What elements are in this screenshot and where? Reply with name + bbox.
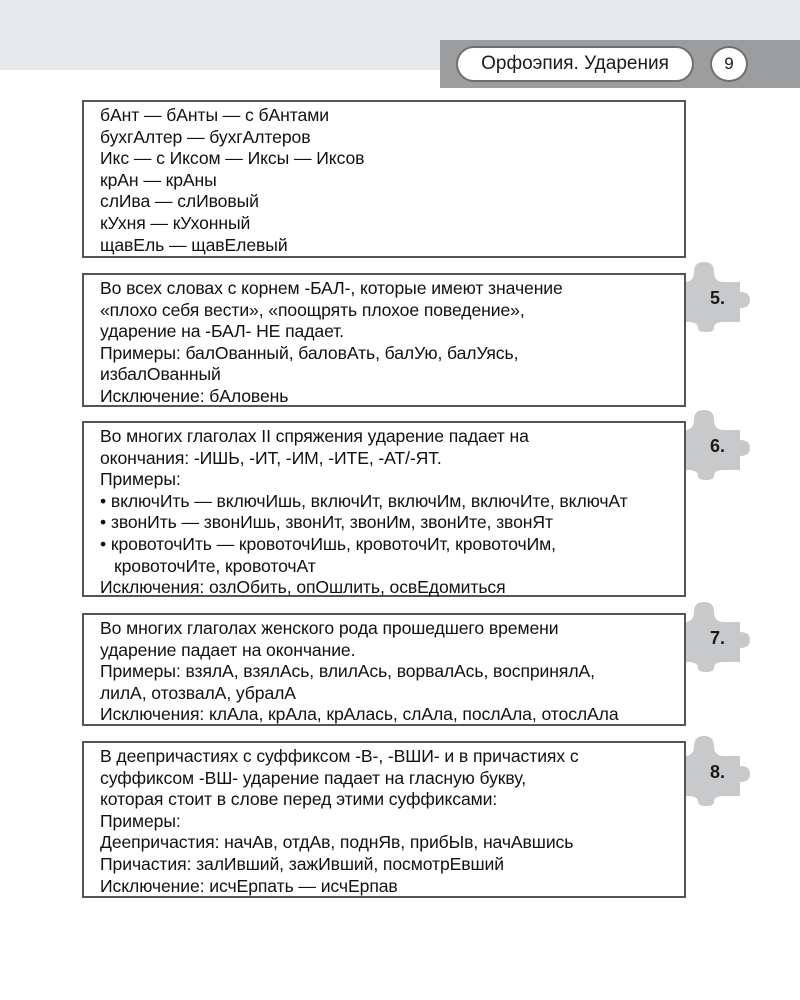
text-line: избалОванный <box>100 364 221 385</box>
text-line: крАн — крАны <box>100 169 217 190</box>
text-line: Исключения: озлОбить, опОшлить, освЕдомиться <box>100 577 506 598</box>
rule-box-stress-examples <box>82 100 686 258</box>
text-line: бухгАлтер — бухгАлтеров <box>100 126 311 147</box>
text-line: Деепричастия: начАв, отдАв, поднЯв, прибЫв, начАвшись <box>100 832 574 853</box>
text-line: Во многих глаголах II спряжения ударение падает на <box>100 426 529 446</box>
page-number: 9 <box>710 46 748 82</box>
section-number: 6. <box>710 436 726 456</box>
text-line: Исключение: исчЕрпать — исчЕрпав <box>100 875 398 896</box>
bullet-item: • звонИть — звонИшь, звонИт, звонИм, звонИте, звонЯт <box>100 512 553 533</box>
text-line: ударение на -БАЛ- НЕ падает. <box>100 321 344 342</box>
text-line: щавЕль — щавЕлевый <box>100 234 288 255</box>
rule-box-6 <box>82 421 686 597</box>
text-line: кровоточИте, кровоточАт <box>114 555 316 576</box>
puzzle-piece-icon <box>684 410 754 480</box>
text-line: окончания: -ИШЬ, -ИТ, -ИМ, -ИТЕ, -АТ/-ЯТ. <box>100 447 442 468</box>
text-line: Причастия: залИвший, зажИвший, посмотрЕвший <box>100 853 505 874</box>
text-line: суффиксом -ВШ- ударение падает на гласную букву, <box>100 767 526 788</box>
text-line: которая стоит в слове перед этими суффиксами: <box>100 789 498 810</box>
bullet-item: • кровоточИть — кровоточИшь, кровоточИт, кровоточИм, <box>100 533 556 554</box>
text-line: Во многих глаголах женского рода прошедшего времени <box>100 618 559 638</box>
puzzle-piece-icon <box>684 262 754 332</box>
text-line: Исключения: клАла, крАла, крАлась, слАла, послАла, отослАла <box>100 704 619 725</box>
text-line: лилА, отозвалА, убралА <box>100 682 296 703</box>
text-line: Примеры: балОванный, баловАть, балУю, балУясь, <box>100 342 519 363</box>
text-line: Примеры: <box>100 469 181 490</box>
text-line: Икс — с Иксом — Иксы — Иксов <box>100 148 365 169</box>
text-line: Примеры: <box>100 810 181 831</box>
puzzle-piece-icon <box>684 602 754 672</box>
section-number: 5. <box>710 288 726 308</box>
text-line: кУхня — кУхонный <box>100 212 251 233</box>
text-line: ударение падает на окончание. <box>100 639 356 660</box>
text-line: В деепричастиях с суффиксом -В-, -ВШИ- и в причастиях с <box>100 746 579 766</box>
text-line: бАнт — бАнты — с бАнтами <box>100 105 329 125</box>
text-line: слИва — слИвовый <box>100 191 259 212</box>
text-line: Примеры: взялА, взялАсь, влилАсь, ворвалАсь, воспринялА, <box>100 661 595 682</box>
page-title: Орфоэпия. Ударения <box>456 46 694 82</box>
section-number: 8. <box>710 762 726 782</box>
text-line: Во всех словах с корнем -БАЛ-, которые имеют значение <box>100 278 563 298</box>
rule-box-8 <box>82 741 686 898</box>
section-number: 7. <box>710 628 726 648</box>
text-line: Исключение: бАловень <box>100 385 289 406</box>
rule-box-5 <box>82 273 686 407</box>
bullet-item: • включИть — включИшь, включИт, включИм, включИте, включАт <box>100 490 628 511</box>
puzzle-piece-icon <box>684 736 754 806</box>
rule-box-7 <box>82 613 686 726</box>
text-line: «плохо себя вести», «поощрять плохое поведение», <box>100 299 525 320</box>
